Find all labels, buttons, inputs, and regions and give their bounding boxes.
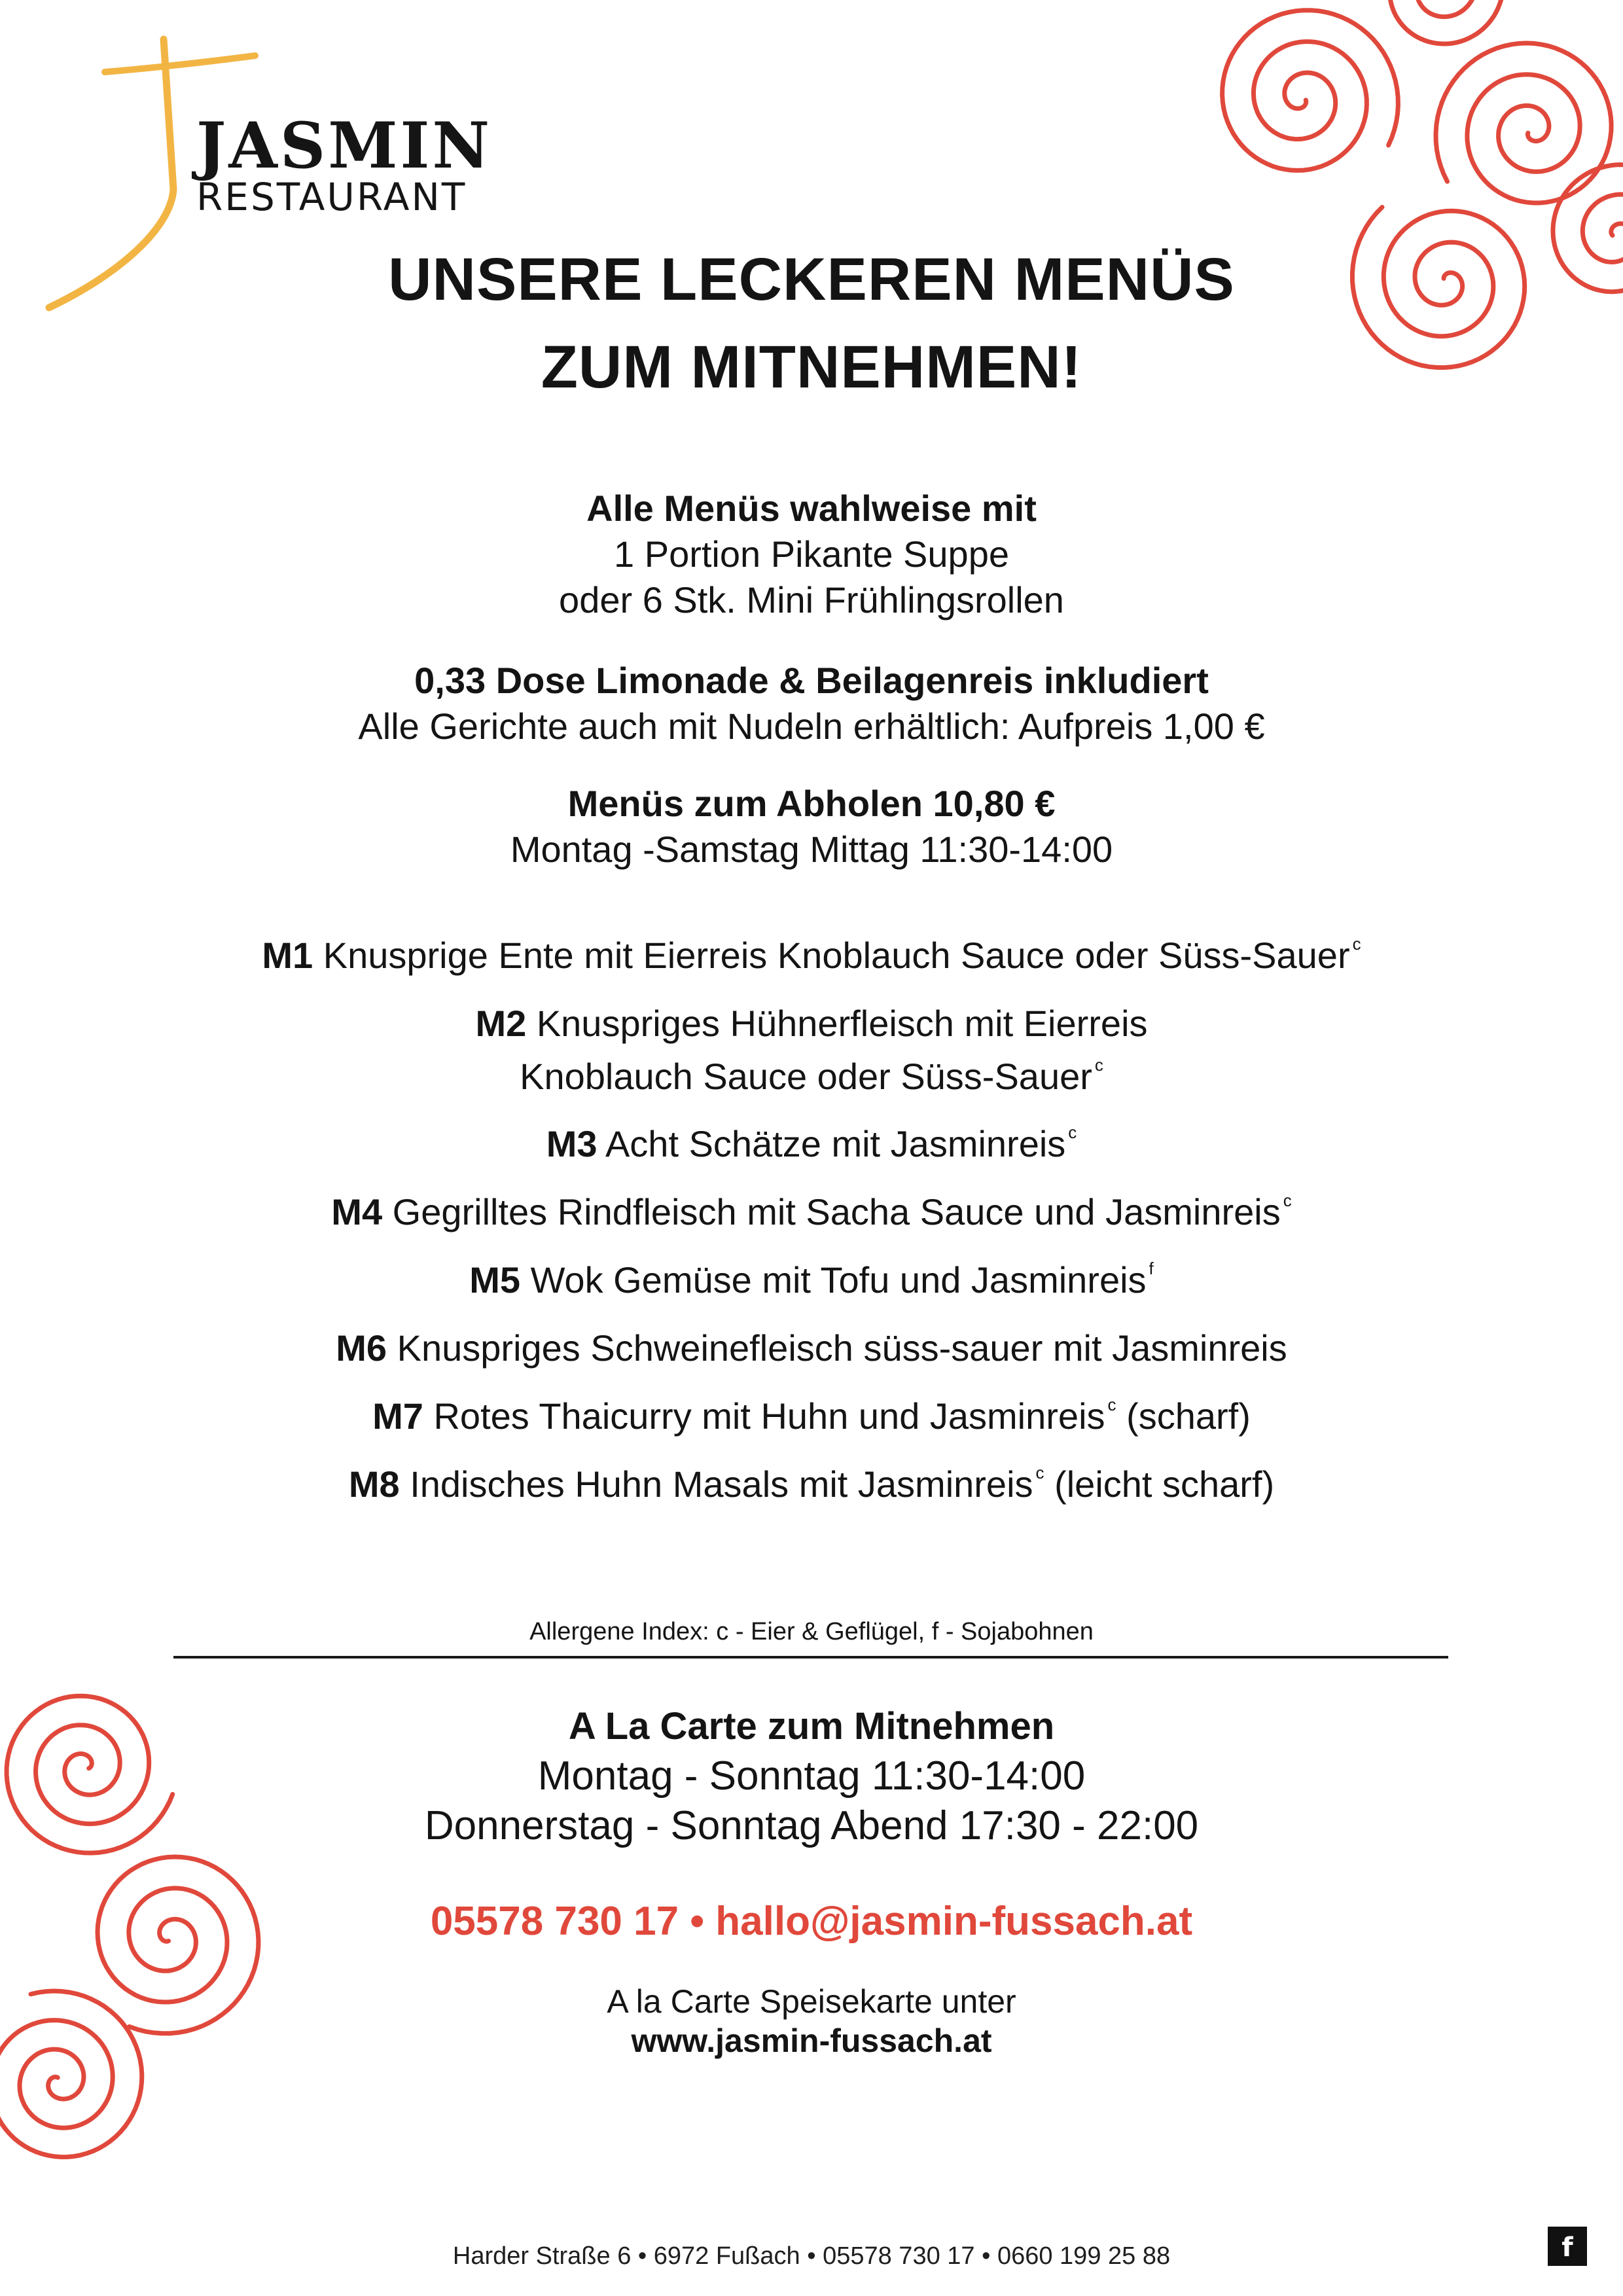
menu-text: Acht Schätze mit Jasminreis bbox=[605, 1123, 1066, 1164]
allergen-index: Allergene Index: c - Eier & Geflügel, f - Sojabohnen bbox=[529, 1618, 1094, 1645]
menu-item-m2-continued bbox=[0, 1050, 1623, 1103]
website-block bbox=[0, 1982, 1623, 2060]
menu-code: M5 bbox=[469, 1259, 521, 1300]
allergen-mark: c bbox=[1068, 1122, 1077, 1142]
website-link[interactable]: www.jasmin-fussach.at bbox=[631, 2022, 992, 2059]
intro-heading: Alle Menüs wahlweise mit bbox=[586, 488, 1037, 529]
pickup-heading: Menüs zum Abholen 10,80 € bbox=[567, 783, 1056, 824]
menu-text: Indisches Huhn Masals mit Jasminreis bbox=[410, 1463, 1033, 1505]
email-link[interactable]: hallo@jasmin-fussach.at bbox=[715, 1899, 1193, 1944]
section-divider bbox=[173, 1656, 1448, 1659]
menu-code: M7 bbox=[372, 1395, 423, 1437]
menu-text-line-2: Knoblauch Sauce oder Süss-Sauer bbox=[520, 1056, 1092, 1097]
menu-item-m3 bbox=[0, 1110, 1623, 1178]
allergen-mark: c bbox=[1352, 934, 1361, 954]
menu-item-m2 bbox=[0, 990, 1623, 1058]
alacarte-hours-2: Donnerstag - Sonntag Abend 17:30 - 22:00 bbox=[424, 1803, 1199, 1848]
title-line-2: ZUM MITNEHMEN! bbox=[541, 334, 1082, 401]
menu-code: M1 bbox=[262, 935, 313, 976]
menu-text: Knuspriges Hühnerfleisch mit Eierreis bbox=[536, 1003, 1148, 1044]
pickup-block bbox=[0, 781, 1623, 872]
phone-link[interactable]: 05578 730 17 bbox=[430, 1899, 679, 1944]
pickup-hours: Montag -Samstag Mittag 11:30-14:00 bbox=[510, 829, 1113, 870]
intro-block bbox=[0, 486, 1623, 623]
facebook-icon[interactable]: f bbox=[1548, 2227, 1587, 2266]
included-block bbox=[0, 658, 1623, 749]
spice-note: (scharf) bbox=[1126, 1395, 1251, 1437]
website-caption: A la Carte Speisekarte unter bbox=[607, 1983, 1016, 2020]
swirl-spiral bbox=[1389, 0, 1503, 44]
swirl-spiral bbox=[1436, 43, 1611, 203]
spice-note: (leicht scharf) bbox=[1054, 1463, 1275, 1505]
allergen-mark: c bbox=[1094, 1055, 1103, 1075]
included-heading: 0,33 Dose Limonade & Beilagenreis inkludiert bbox=[414, 660, 1209, 701]
menu-list bbox=[0, 922, 1623, 1518]
contact-line bbox=[0, 1895, 1623, 1948]
page-title bbox=[0, 236, 1623, 411]
menu-item-m4 bbox=[0, 1178, 1623, 1246]
intro-line-2: oder 6 Stk. Mini Frühlingsrollen bbox=[559, 579, 1064, 620]
alacarte-heading: A La Carte zum Mitnehmen bbox=[568, 1705, 1055, 1748]
menu-item-m5 bbox=[0, 1246, 1623, 1314]
menu-code: M2 bbox=[475, 1003, 527, 1044]
allergen-mark: f bbox=[1149, 1259, 1154, 1278]
logo-wordmark: JASMIN bbox=[196, 109, 493, 183]
menu-text: Rotes Thaicurry mit Huhn und Jasminreis bbox=[433, 1395, 1105, 1437]
allergen-mark: c bbox=[1035, 1463, 1044, 1482]
title-line-1: UNSERE LECKEREN MENÜS bbox=[388, 246, 1235, 313]
menu-code: M8 bbox=[348, 1463, 400, 1505]
menu-code: M3 bbox=[546, 1123, 597, 1164]
included-line: Alle Gerichte auch mit Nudeln erhältlich: Aufpreis 1,00 € bbox=[358, 706, 1265, 747]
menu-code: M4 bbox=[331, 1191, 383, 1232]
allergen-mark: c bbox=[1107, 1395, 1116, 1414]
menu-item-m6 bbox=[0, 1314, 1623, 1382]
allergen-mark: c bbox=[1283, 1191, 1292, 1210]
menu-text: Knusprige Ente mit Eierreis Knoblauch Sauce oder Süss-Sauer bbox=[323, 935, 1350, 976]
intro-line-1: 1 Portion Pikante Suppe bbox=[614, 533, 1009, 575]
menu-text: Gegrilltes Rindfleisch mit Sacha Sauce und Jasminreis bbox=[392, 1191, 1281, 1232]
menu-text: Wok Gemüse mit Tofu und Jasminreis bbox=[530, 1259, 1147, 1300]
swirl-spiral bbox=[1222, 10, 1399, 171]
menu-text: Knuspriges Schweinefleisch süss-sauer mit Jasminreis bbox=[397, 1327, 1287, 1369]
menu-code: M6 bbox=[336, 1327, 387, 1369]
logo-subtitle: RESTAURANT bbox=[196, 175, 467, 219]
alacarte-hours-1: Montag - Sonntag 11:30-14:00 bbox=[537, 1753, 1086, 1799]
menu-item-m7 bbox=[0, 1382, 1623, 1450]
footer-address: Harder Straße 6 • 6972 Fußach • 05578 730 17 • 0660 199 25 88 bbox=[452, 2242, 1171, 2270]
contact-separator: • bbox=[690, 1899, 705, 1944]
alacarte-block bbox=[0, 1702, 1623, 1851]
menu-item-m1 bbox=[0, 922, 1623, 990]
menu-item-m8 bbox=[0, 1450, 1623, 1518]
